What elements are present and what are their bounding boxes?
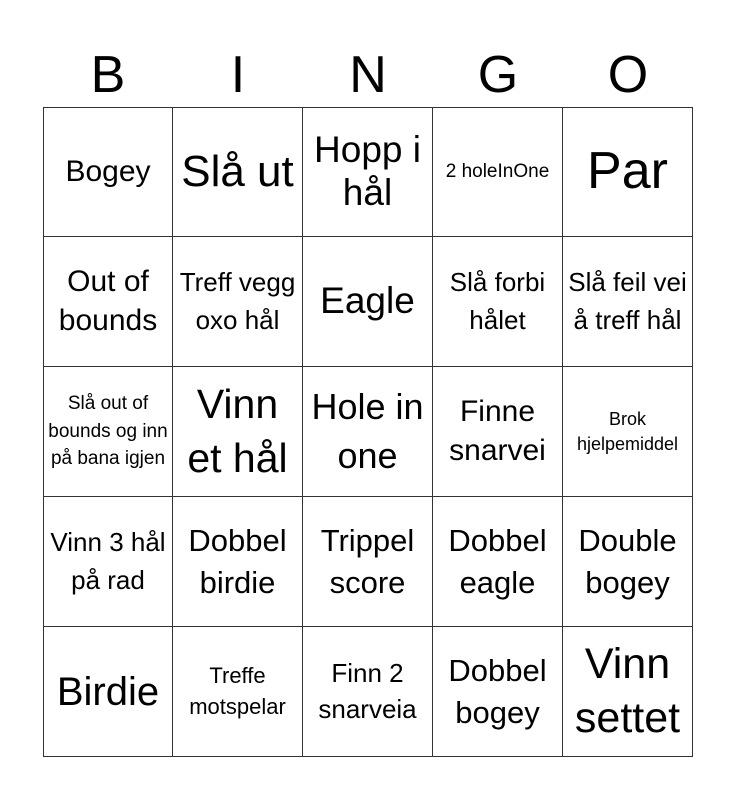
cell-label: Trippel score [320,522,415,600]
bingo-cell[interactable] [43,107,173,237]
cell-label: Par [587,142,668,201]
cell-label: Treff vegg oxo hål [179,266,296,335]
bingo-cell[interactable] [433,107,563,237]
bingo-cell[interactable] [433,367,563,497]
cell-label: Hopp i hål [314,129,421,213]
header-letter-o: O [607,46,649,104]
bingo-cell[interactable] [563,367,693,497]
cell-label: Eagle [320,280,415,322]
bingo-cell[interactable] [43,627,173,757]
bingo-cell[interactable] [173,237,303,367]
cell-label: Dobbel bogey [448,652,547,730]
cell-label: Bogey [65,154,151,188]
cell-label: Dobbel eagle [448,522,547,600]
cell-label: Slå out of bounds og inn på bana igjen [48,393,168,470]
bingo-cell[interactable] [303,627,433,757]
bingo-cell[interactable] [43,497,173,627]
cell-label: Birdie [56,669,160,714]
header-letter-i: I [230,46,246,104]
cell-label: Slå feil vei å treff hål [568,266,687,335]
bingo-cell[interactable] [303,237,433,367]
cell-label: Finn 2 snarveia [318,658,417,724]
bingo-cell[interactable] [43,367,173,497]
header-letter-n: N [349,46,387,104]
cell-label: Dobbel birdie [188,522,287,600]
bingo-cell[interactable] [433,627,563,757]
cell-label: Hole in one [311,385,424,476]
bingo-board [43,107,693,757]
bingo-cell[interactable] [43,237,173,367]
bingo-cell[interactable] [303,367,433,497]
cell-label: 2 holeInOne [445,160,550,182]
cell-label: Finne snarvei [449,395,546,467]
bingo-cell[interactable] [303,107,433,237]
bingo-cell[interactable] [563,237,693,367]
bingo-cell[interactable] [563,497,693,627]
bingo-cell[interactable] [563,107,693,237]
cell-label: Vinn settet [574,639,681,742]
bingo-cell[interactable] [433,497,563,627]
cell-label: Treffe motspelar [189,662,286,719]
cell-label: Brok hjelpemiddel [576,409,679,454]
cell-label: Vinn 3 hål på rad [50,526,166,595]
cell-label: Double bogey [578,522,677,600]
cell-label: Slå ut [181,146,294,196]
bingo-header [43,42,693,108]
bingo-cell[interactable] [173,367,303,497]
bingo-cell[interactable] [433,237,563,367]
header-letter-g: G [477,46,519,104]
bingo-cell[interactable] [173,627,303,757]
bingo-cell[interactable] [173,107,303,237]
cell-label: Vinn et hål [187,381,288,481]
cell-label: Out of bounds [58,265,158,337]
bingo-cell[interactable] [173,497,303,627]
bingo-cell[interactable] [303,497,433,627]
cell-label: Slå forbi hålet [449,266,546,335]
header-letter-b: B [90,46,126,104]
bingo-cell[interactable] [563,627,693,757]
